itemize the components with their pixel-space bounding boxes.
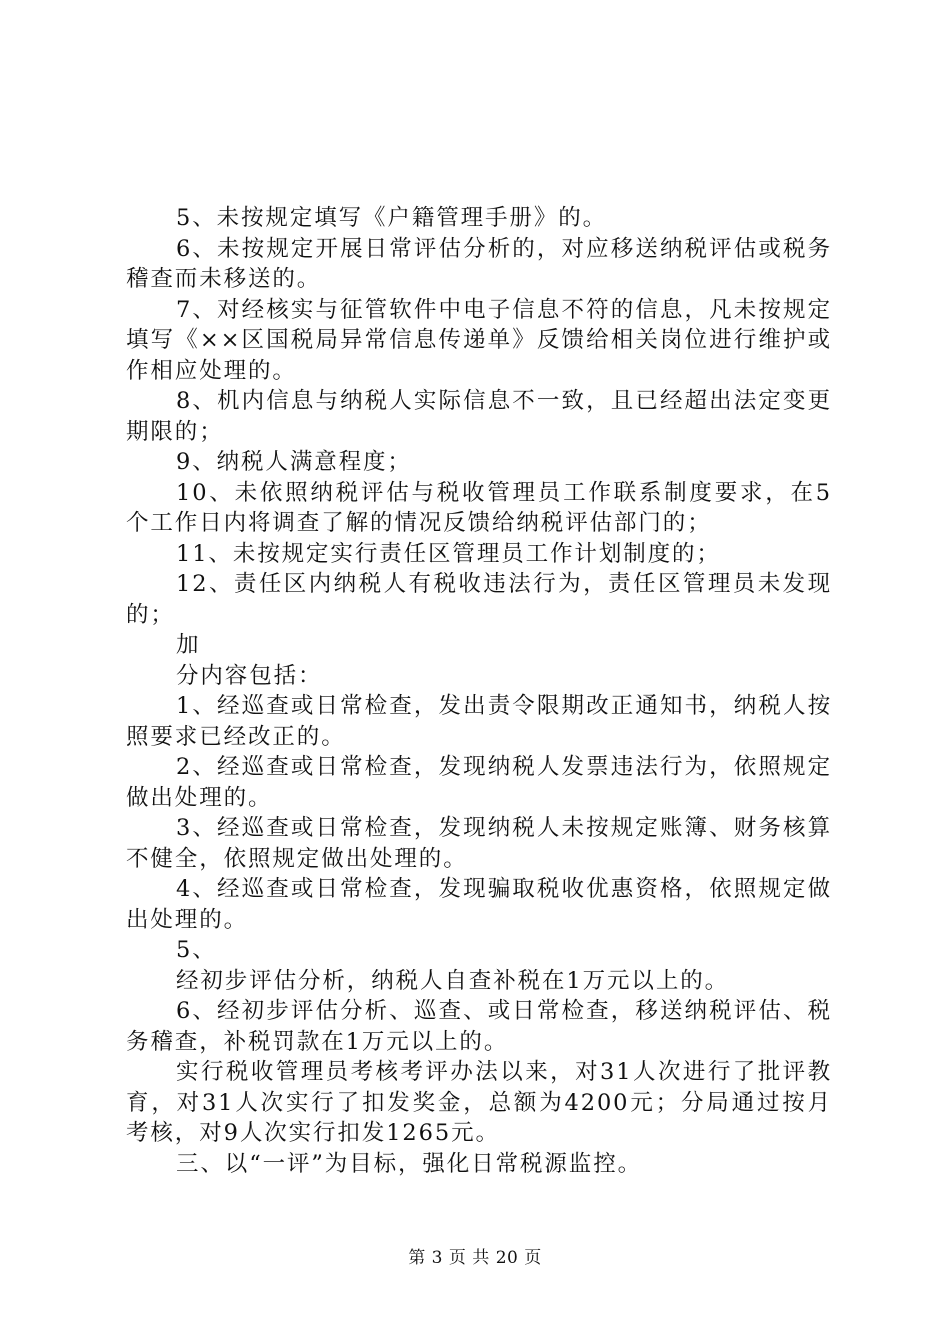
paragraph: 实行税收管理员考核考评办法以来，对31人次进行了批评教育，对31人次实行了扣发奖金，总额为4200元；分局通过按月考核，对9人次实行扣发1265元。 <box>126 1059 832 1146</box>
paragraph: 经初步评估分析，纳税人自查补税在1万元以上的。 <box>176 967 730 994</box>
paragraph: 5、 <box>176 937 217 963</box>
paragraph: 4、经巡查或日常检查，发现骗取税收优惠资格，依照规定做出处理的。 <box>126 876 832 933</box>
paragraph: 1、经巡查或日常检查，发出责令限期改正通知书，纳税人按照要求已经改正的。 <box>126 693 832 750</box>
document-body <box>126 203 832 1179</box>
paragraph: 2、经巡查或日常检查，发现纳税人发票违法行为，依照规定做出处理的。 <box>126 754 832 811</box>
paragraph: 8、机内信息与纳税人实际信息不一致，且已经超出法定变更期限的； <box>126 388 832 445</box>
paragraph: 7、对经核实与征管软件中电子信息不符的信息，凡未按规定填写《××区国税局异常信息传递单》反馈给相关岗位进行维护或作相应处理的。 <box>126 296 832 384</box>
paragraph: 6、经初步评估分析、巡查、或日常检查，移送纳税评估、税务稽查，补税罚款在1万元以上的。 <box>126 998 832 1055</box>
paragraph: 3、经巡查或日常检查，发现纳税人未按规定账簿、财务核算不健全，依照规定做出处理的。 <box>126 815 832 872</box>
paragraph: 10、未依照纳税评估与税收管理员工作联系制度要求，在5个工作日内将调查了解的情况反馈给纳税评估部门的； <box>126 479 832 536</box>
paragraph: 9、纳税人满意程度； <box>176 449 412 475</box>
page-number-footer: 第 3 页 共 20 页 <box>408 1248 542 1268</box>
paragraph: 分内容包括： <box>176 662 323 689</box>
paragraph: 5、未按规定填写《户籍管理手册》的。 <box>176 205 608 231</box>
paragraph: 12、责任区内纳税人有税收违法行为，责任区管理员未发现的； <box>126 571 832 628</box>
paragraph: 加 <box>176 632 201 658</box>
paragraph: 11、未按规定实行责任区管理员工作计划制度的； <box>176 540 721 567</box>
paragraph: 三、以“一评”为目标，强化日常税源监控。 <box>176 1150 643 1177</box>
paragraph: 6、未按规定开展日常评估分析的，对应移送纳税评估或税务稽查而未移送的。 <box>126 235 832 292</box>
